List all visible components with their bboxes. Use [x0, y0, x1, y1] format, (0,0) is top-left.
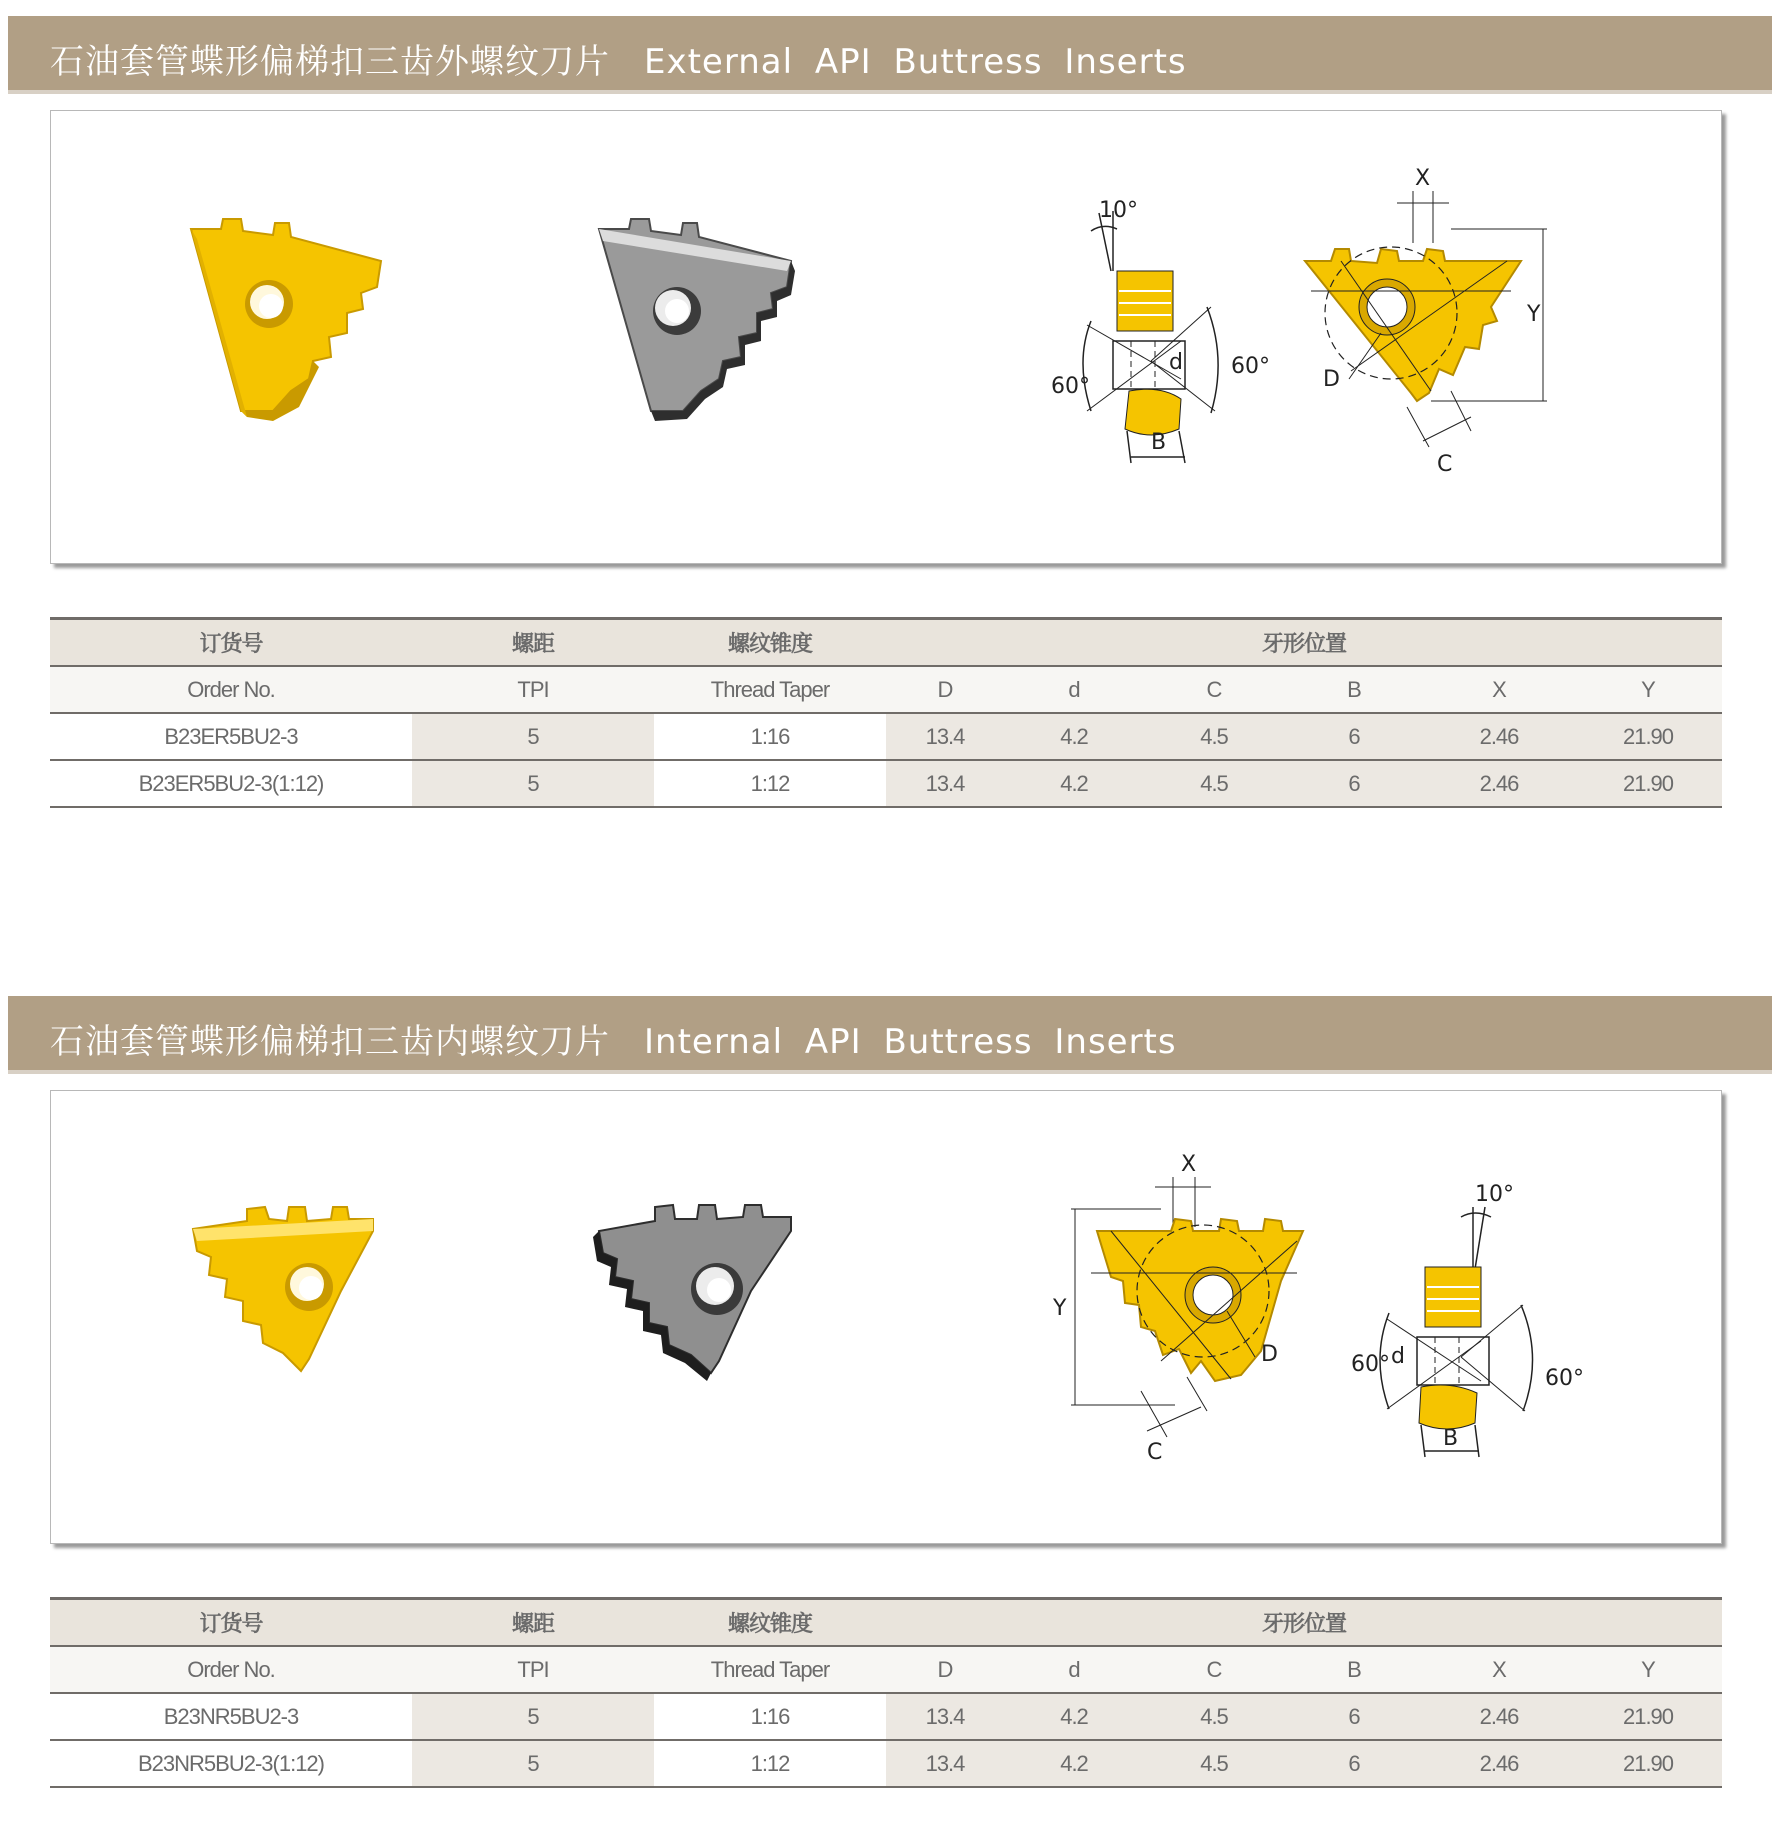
- cell-X: 2.46: [1424, 713, 1574, 760]
- cell-C: 4.5: [1144, 713, 1284, 760]
- table-row: [50, 1740, 1722, 1787]
- angle-60-right-label: 60°: [1545, 1366, 1584, 1391]
- cell-d: 4.2: [1004, 713, 1144, 760]
- header-order-en: Order No.: [50, 1646, 412, 1693]
- c-label: C: [1147, 1440, 1163, 1465]
- table-row: [50, 713, 1722, 760]
- cell-order: B23NR5BU2-3: [50, 1693, 412, 1740]
- insert-side-profile-drawing: [1351, 1182, 1584, 1457]
- header-tpi-cn: 螺距: [412, 1599, 654, 1647]
- header-taper-cn: 螺纹锥度: [654, 1599, 886, 1647]
- small-d-label: d: [1169, 350, 1183, 375]
- cell-D: 13.4: [886, 1693, 1004, 1740]
- header-taper-en: Thread Taper: [654, 666, 886, 713]
- cell-D: 13.4: [886, 713, 1004, 760]
- product-illustration: [51, 1091, 1721, 1543]
- gray-insert-image: [593, 1205, 791, 1381]
- angle-60-left-label: 60°: [1051, 374, 1090, 399]
- section-banner: [8, 996, 1772, 1074]
- header-D: D: [886, 666, 1004, 713]
- angle-10-label: 10°: [1475, 1182, 1514, 1207]
- header-X: X: [1424, 1646, 1574, 1693]
- big-d-label: D: [1323, 367, 1340, 392]
- cell-C: 4.5: [1144, 760, 1284, 807]
- section-title-cn: 石油套管蝶形偏梯扣三齿外螺纹刀片: [50, 42, 610, 82]
- cell-X: 2.46: [1424, 1740, 1574, 1787]
- c-label: C: [1437, 452, 1453, 477]
- cell-X: 2.46: [1424, 760, 1574, 807]
- cell-X: 2.46: [1424, 1693, 1574, 1740]
- y-label: Y: [1527, 302, 1541, 327]
- b-label: B: [1151, 430, 1167, 455]
- cell-taper: 1:12: [654, 760, 886, 807]
- header-d: d: [1004, 666, 1144, 713]
- header-tpi-en: TPI: [412, 666, 654, 713]
- cell-Y: 21.90: [1574, 1740, 1722, 1787]
- cell-order: B23ER5BU2-3: [50, 713, 412, 760]
- gold-insert-image: [191, 219, 381, 421]
- gold-insert-image: [193, 1207, 373, 1371]
- header-B: B: [1284, 1646, 1424, 1693]
- header-order-en: Order No.: [50, 666, 412, 713]
- cell-C: 4.5: [1144, 1693, 1284, 1740]
- b-label: B: [1443, 1426, 1459, 1451]
- header-D: D: [886, 1646, 1004, 1693]
- section-title-cn: 石油套管蝶形偏梯扣三齿内螺纹刀片: [50, 1022, 610, 1062]
- product-illustration: [51, 111, 1721, 563]
- header-B: B: [1284, 666, 1424, 713]
- section-title-en: Internal API Buttress Inserts: [644, 1022, 1177, 1062]
- header-Y: Y: [1574, 666, 1722, 713]
- y-label: Y: [1053, 1296, 1067, 1321]
- cell-d: 4.2: [1004, 1740, 1144, 1787]
- angle-60-left-label: 60°: [1351, 1352, 1390, 1377]
- cell-Y: 21.90: [1574, 1693, 1722, 1740]
- small-d-label: d: [1391, 1344, 1405, 1369]
- header-order-cn: 订货号: [50, 1599, 412, 1647]
- header-C: C: [1144, 666, 1284, 713]
- table-header-cn: [50, 619, 1722, 667]
- cell-C: 4.5: [1144, 1740, 1284, 1787]
- cell-d: 4.2: [1004, 760, 1144, 807]
- insert-front-view-drawing: [1305, 166, 1547, 477]
- cell-tpi: 5: [412, 760, 654, 807]
- cell-B: 6: [1284, 1693, 1424, 1740]
- spec-table: [50, 617, 1722, 808]
- cell-taper: 1:12: [654, 1740, 886, 1787]
- x-label: X: [1415, 166, 1431, 191]
- cell-B: 6: [1284, 1740, 1424, 1787]
- table-header-en: [50, 666, 1722, 713]
- x-label: X: [1181, 1152, 1197, 1177]
- table-header-en: [50, 1646, 1722, 1693]
- angle-10-label: 10°: [1099, 198, 1138, 223]
- cell-d: 4.2: [1004, 1693, 1144, 1740]
- header-order-cn: 订货号: [50, 619, 412, 667]
- cell-taper: 1:16: [654, 1693, 886, 1740]
- spec-table: [50, 1597, 1722, 1788]
- cell-Y: 21.90: [1574, 713, 1722, 760]
- header-tpi-en: TPI: [412, 1646, 654, 1693]
- header-taper-en: Thread Taper: [654, 1646, 886, 1693]
- table-row: [50, 1693, 1722, 1740]
- cell-tpi: 5: [412, 1740, 654, 1787]
- header-position-cn: 牙形位置: [886, 1599, 1722, 1647]
- header-X: X: [1424, 666, 1574, 713]
- section-title-en: External API Buttress Inserts: [644, 42, 1187, 82]
- header-position-cn: 牙形位置: [886, 619, 1722, 667]
- cell-B: 6: [1284, 713, 1424, 760]
- cell-tpi: 5: [412, 713, 654, 760]
- cell-order: B23ER5BU2-3(1:12): [50, 760, 412, 807]
- header-Y: Y: [1574, 1646, 1722, 1693]
- big-d-label: D: [1261, 1342, 1278, 1367]
- cell-taper: 1:16: [654, 713, 886, 760]
- table-header-cn: [50, 1599, 1722, 1647]
- section-banner: [8, 16, 1772, 94]
- section-title: [50, 34, 1187, 83]
- cell-D: 13.4: [886, 1740, 1004, 1787]
- cell-Y: 21.90: [1574, 760, 1722, 807]
- insert-side-profile-drawing: [1051, 198, 1270, 463]
- cell-B: 6: [1284, 760, 1424, 807]
- cell-tpi: 5: [412, 1693, 654, 1740]
- product-image-panel: [50, 1090, 1722, 1544]
- cell-D: 13.4: [886, 760, 1004, 807]
- header-C: C: [1144, 1646, 1284, 1693]
- cell-order: B23NR5BU2-3(1:12): [50, 1740, 412, 1787]
- gray-insert-image: [599, 219, 795, 421]
- header-tpi-cn: 螺距: [412, 619, 654, 667]
- product-image-panel: [50, 110, 1722, 564]
- section-title: [50, 1014, 1177, 1063]
- header-d: d: [1004, 1646, 1144, 1693]
- insert-front-view-drawing: [1052, 1152, 1303, 1465]
- header-taper-cn: 螺纹锥度: [654, 619, 886, 667]
- table-row: [50, 760, 1722, 807]
- angle-60-right-label: 60°: [1231, 354, 1270, 379]
